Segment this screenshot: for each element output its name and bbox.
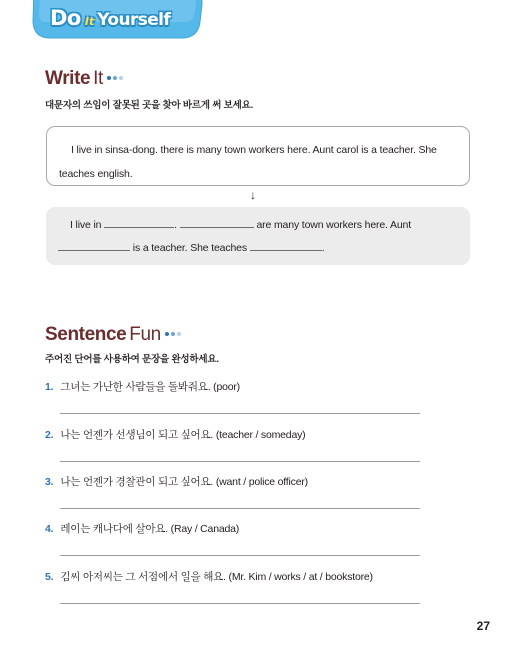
correction-line-1 — [70, 217, 411, 231]
list-item — [45, 379, 240, 394]
item-number: 1. — [45, 381, 54, 393]
correction-text-3: are many town workers here. Aunt — [256, 219, 411, 231]
page-number: 27 — [476, 619, 490, 633]
list-item — [45, 521, 239, 536]
answer-line-2[interactable] — [60, 461, 420, 462]
down-arrow-icon: ↓ — [250, 188, 256, 202]
correction-text-1: I live in — [70, 219, 102, 231]
banner-do: Do — [50, 6, 81, 30]
answer-line-4[interactable] — [60, 555, 420, 556]
sentence-fun-instruction: 주어진 단어를 사용하여 문장을 완성하세요. — [45, 354, 219, 365]
item-prompt: 김씨 아저씨는 그 서점에서 일을 해요. (Mr. Kim / works / at / bookstore) — [60, 571, 373, 583]
original-sentence: I live in sinsa-dong. there is many town workers here. Aunt carol is a teacher. She teaches english. — [59, 144, 437, 180]
sentence-fun-title-light: Fun — [129, 324, 161, 345]
item-number: 2. — [45, 429, 54, 441]
list-item — [45, 569, 373, 584]
answer-line-3[interactable] — [60, 508, 420, 509]
heading-dots-icon — [107, 76, 123, 80]
banner-it: It — [84, 15, 95, 28]
correction-text-4: is a teacher. She teaches — [132, 242, 247, 254]
correction-box — [46, 207, 470, 265]
blank-1[interactable] — [104, 217, 174, 228]
write-it-title-light: It — [93, 68, 103, 89]
banner-yourself: Yourself — [97, 10, 171, 30]
write-it-instruction: 대문자의 쓰임이 잘못된 곳을 찾아 바르게 써 보세요. — [45, 100, 254, 111]
heading-dots-icon — [165, 332, 181, 336]
item-prompt: 나는 언젠가 경찰관이 되고 싶어요. (want / police officer) — [60, 476, 308, 488]
blank-4[interactable] — [250, 240, 322, 251]
answer-line-1[interactable] — [60, 413, 420, 414]
answer-line-5[interactable] — [60, 603, 420, 604]
list-item — [45, 427, 305, 442]
write-it-heading — [45, 68, 123, 90]
banner-title — [50, 6, 170, 34]
sentence-fun-heading — [45, 324, 181, 346]
item-number: 4. — [45, 523, 54, 535]
blank-2[interactable] — [180, 217, 254, 228]
list-item — [45, 474, 308, 489]
correction-text-5: . — [321, 242, 325, 254]
sentence-fun-title-bold: Sentence — [45, 324, 127, 345]
original-sentence-box — [46, 126, 470, 186]
item-prompt: 그녀는 가난한 사람들을 돌봐줘요. (poor) — [60, 381, 240, 393]
item-number: 5. — [45, 571, 54, 583]
write-it-title-bold: Write — [45, 68, 91, 89]
item-prompt: 나는 언젠가 선생님이 되고 싶어요. (teacher / someday) — [60, 429, 306, 441]
correction-text-2: . — [174, 219, 177, 231]
correction-line-2 — [58, 240, 325, 254]
item-number: 3. — [45, 476, 54, 488]
blank-3[interactable] — [58, 240, 130, 251]
header-banner — [0, 0, 205, 40]
item-prompt: 레이는 캐나다에 살아요. (Ray / Canada) — [60, 523, 240, 535]
